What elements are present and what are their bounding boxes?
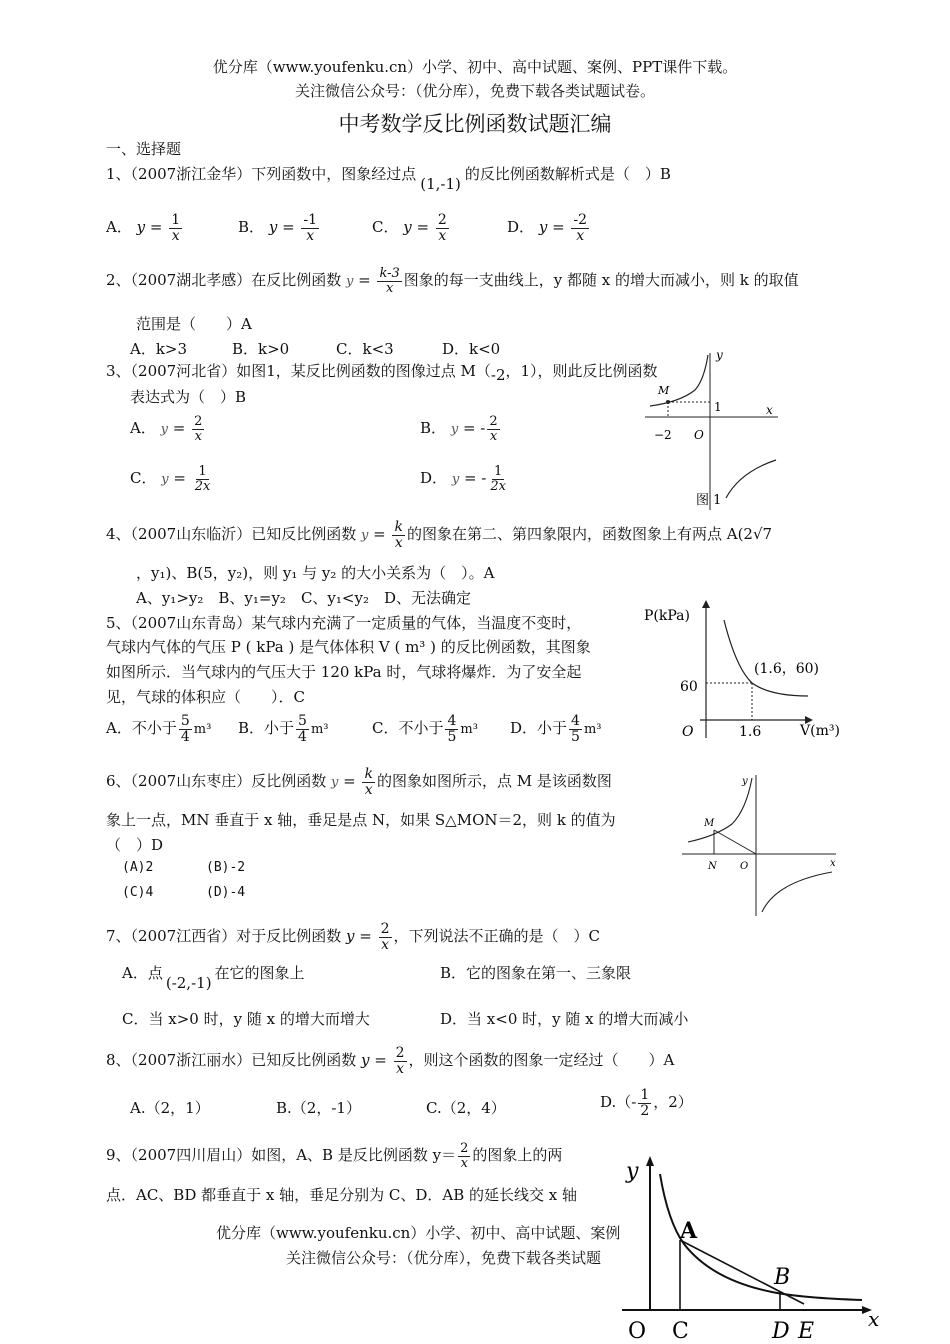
question-8-option-d: D.（- $\frac{1}{2}$ ，2） <box>600 1087 693 1119</box>
figure-1-caption: 图 1 <box>696 493 722 508</box>
question-5-option-a: A．不小于 $\frac{5}{4}$ m³ <box>106 713 212 745</box>
header-line-1: 优分库（www.youfenku.cn）小学、初中、高中试题、案例、PPT课件下载。 <box>212 58 738 76</box>
question-7-option-b: B．它的图象在第一、三象限 <box>440 964 632 982</box>
question-2-stem: 2、（2007湖北孝感）在反比例函数 y = $\frac{k-3}{x}$ 图象的每一支曲线上，y 都随 x 的增大而减小，则 k 的取值 <box>106 266 799 296</box>
question-5-line-2: 气球内气体的气压 P ( kPa ) 是气体体积 V ( m³ ) 的反比例函数，其图象 <box>106 638 591 656</box>
question-3-option-a: A． y = $\frac{2}{x}$ <box>130 414 203 444</box>
question-5-line-1: 5、（2007山东青岛）某气球内充满了一定质量的气体，当温度不变时， <box>106 614 582 632</box>
question-1-option-b: B． y = $\frac{-1}{x}$ <box>238 212 318 244</box>
figure-9-b-label: B <box>774 1265 791 1290</box>
figure-9-a-label: A <box>680 1218 698 1244</box>
question-6-option-a: (A)2 <box>122 860 154 875</box>
figure-5-v-label: V(m³) <box>800 723 840 739</box>
figure-5-graph <box>640 598 845 746</box>
question-6-option-c: (C)4 <box>122 885 154 900</box>
question-6-stem: 6、（2007山东枣庄）反比例函数 y = $\frac{k}{x}$ 的图象如图所示，点 M 是该函数图 <box>106 766 612 798</box>
figure-5-p-label: P(kPa) <box>644 608 690 624</box>
question-3-option-d: D． y = - $\frac{1}{2x}$ <box>420 464 506 494</box>
figure-9-c-label: C <box>672 1319 689 1344</box>
question-8-option-c: C.（2，4） <box>426 1099 506 1117</box>
question-5-option-d: D．小于 $\frac{4}{5}$ m³ <box>510 713 602 745</box>
question-1-option-d: D． y = $\frac{-2}{x}$ <box>507 212 588 244</box>
question-1-stem: 1、（2007浙江金华）下列函数中，图象经过点(1,-1)的反比例函数解析式是（ ）B <box>106 165 671 193</box>
figure-5-o-label: O <box>682 724 694 740</box>
header-line-2: 关注微信公众号：（优分库），免费下载各类试题试卷。 <box>294 82 655 100</box>
figure-1-graph <box>640 350 790 515</box>
figure-6-m-label: M <box>704 818 715 829</box>
figure-5-16-label: 1.6 <box>739 724 762 740</box>
figure-9-y-label: y <box>626 1159 639 1184</box>
section-heading: 一、选择题 <box>106 140 182 158</box>
question-4-line-2: ，y₁)、B(5，y₂)，则 y₁ 与 y₂ 的大小关系为（ ）。A <box>136 564 495 582</box>
figure-1-neg2-label: −2 <box>654 428 672 442</box>
figure-1-x-label: x <box>766 403 773 417</box>
question-3-line-2: 表达式为（ ）B <box>130 388 247 406</box>
question-7-option-a: A．点(-2,-1)在它的图象上 <box>122 964 305 992</box>
figure-1-o-label: O <box>694 428 704 442</box>
footer-line-1: 优分库（www.youfenku.cn）小学、初中、高中试题、案例 <box>216 1224 621 1242</box>
question-7-stem: 7、（2007江西省）对于反比例函数 y = $\frac{2}{x}$ ，下列说法不正确的是（ ）C <box>106 921 600 953</box>
question-1-option-c: C． y = $\frac{2}{x}$ <box>372 212 447 244</box>
figure-9-graph <box>622 1152 882 1344</box>
question-2-option-b: B．k>0 <box>232 340 290 358</box>
figure-6-x-label: x <box>830 858 836 869</box>
question-7-option-d: D．当 x<0 时，y 随 x 的增大而减小 <box>440 1010 689 1028</box>
figure-1-y-label: y <box>716 350 723 362</box>
question-1-option-a: A． y = $\frac{1}{x}$ <box>106 212 181 244</box>
question-5-line-4: 见，气球的体积应（ ）．C <box>106 688 305 706</box>
question-5-option-b: B．小于 $\frac{5}{4}$ m³ <box>238 713 329 745</box>
question-5-option-c: C．不小于 $\frac{4}{5}$ m³ <box>372 713 478 745</box>
figure-1-m-label: M <box>658 384 670 397</box>
question-8-option-a: A.（2，1） <box>130 1099 210 1117</box>
figure-5-60-label: 60 <box>680 679 698 695</box>
figure-9-d-label: D <box>772 1319 790 1344</box>
question-6-option-d: (D)-4 <box>206 885 246 900</box>
question-4-options: A、y₁>y₂ B、y₁=y₂ C、y₁<y₂ D、无法确定 <box>136 589 471 607</box>
question-6-option-b: (B)-2 <box>206 860 246 875</box>
footer-line-2: 关注微信公众号：（优分库），免费下载各类试题 <box>286 1249 602 1267</box>
question-5-line-3: 如图所示．当气球内的气压大于 120 kPa 时，气球将爆炸．为了安全起 <box>106 663 582 681</box>
figure-6-graph <box>676 770 846 920</box>
question-3-stem: 3、（2007河北省）如图1，某反比例函数的图像过点 M（-2，1），则此反比例函数 <box>106 362 658 384</box>
question-8-stem: 8、（2007浙江丽水）已知反比例函数 y = $\frac{2}{x}$ ，则这个函数的图象一定经过（ ）A <box>106 1045 675 1077</box>
question-3-option-b: B． y = - $\frac{2}{x}$ <box>420 414 498 444</box>
question-9-stem: 9、（2007四川眉山）如图，A、B 是反比例函数 y＝ $\frac{2}{x}$ 的图象上的两 <box>106 1141 563 1171</box>
page-title: 中考数学反比例函数试题汇编 <box>338 112 612 136</box>
question-2-option-a: A．k>3 <box>130 340 188 358</box>
question-6-line-3: （ ）D <box>106 836 164 854</box>
figure-9-e-label: E <box>798 1319 815 1344</box>
figure-6-n-label: N <box>708 861 717 872</box>
question-2-option-c: C．k<3 <box>336 340 394 358</box>
figure-1-one-label: 1 <box>714 400 722 414</box>
question-8-option-b: B.（2，-1） <box>276 1099 361 1117</box>
question-4-stem: 4、（2007山东临沂）已知反比例函数 y = $\frac{k}{x}$ 的图象在第二、第四象限内，函数图象上有两点 A(2√7 <box>106 519 773 551</box>
figure-5-point-label: (1.6，60) <box>754 661 820 677</box>
question-2-option-d: D．k<0 <box>442 340 501 358</box>
question-7-option-c: C．当 x>0 时，y 随 x 的增大而增大 <box>122 1010 370 1028</box>
question-2-line-2: 范围是（ ）A <box>136 315 252 333</box>
question-9-line-2: 点．AC、BD 都垂直于 x 轴，垂足分别为 C、D．AB 的延长线交 x 轴 <box>106 1186 578 1204</box>
question-6-line-2: 象上一点，MN 垂直于 x 轴，垂足是点 N，如果 S△MON＝2，则 k 的值为 <box>106 811 616 829</box>
question-3-option-c: C． y = $\frac{1}{2x}$ <box>130 464 211 494</box>
figure-6-y-label: y <box>742 776 748 787</box>
figure-9-x-label: x <box>868 1307 880 1331</box>
figure-9-o-label: O <box>628 1319 647 1344</box>
figure-6-o-label: O <box>740 861 749 872</box>
